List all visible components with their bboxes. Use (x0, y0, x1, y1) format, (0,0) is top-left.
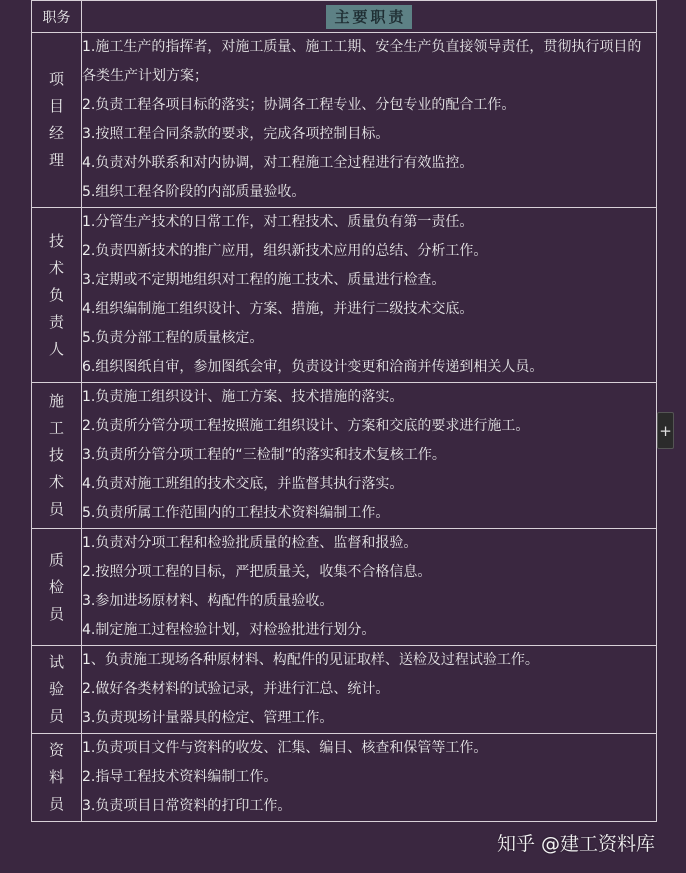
duty-item: 3.负责项目日常资料的打印工作。 (82, 798, 292, 814)
duty-item: 2.负责所分管分项工程按照施工组织设计、方案和交底的要求进行施工。 (82, 418, 530, 434)
duty-item: 2.负责四新技术的推广应用，组织新技术应用的总结、分析工作。 (82, 243, 488, 259)
table-row (32, 33, 657, 208)
duties-cell (82, 734, 657, 822)
duty-item: 3.参加进场原材料、构配件的质量验收。 (82, 593, 334, 609)
table-row (32, 734, 657, 822)
table-row (32, 646, 657, 734)
role-label: 项目经理 (48, 70, 64, 169)
role-cell (32, 646, 82, 734)
plus-icon: + (659, 422, 672, 440)
role-cell (32, 529, 82, 646)
role-cell (32, 734, 82, 822)
duty-item: 5.组织工程各阶段的内部质量验收。 (82, 184, 306, 200)
duty-item: 1.施工生产的指挥者，对施工质量、施工工期、安全生产负直接领导责任，贯彻执行项目的各类生产计划方案； (82, 39, 642, 84)
role-cell (32, 33, 82, 208)
table-header-row (32, 1, 657, 33)
role-label: 质检员 (48, 550, 64, 623)
duty-item: 1、负责施工现场各种原材料、构配件的见证取样、送检及过程试验工作。 (82, 652, 539, 668)
duty-item: 2.负责工程各项目标的落实；协调各工程专业、分包专业的配合工作。 (82, 97, 516, 113)
duty-item: 5.负责所属工作范围内的工程技术资料编制工作。 (82, 505, 390, 521)
header-role-cell: 职务 (32, 1, 82, 33)
role-cell (32, 208, 82, 383)
table-row (32, 383, 657, 529)
header-main-label: 主要职责 (326, 5, 411, 29)
duty-item: 3.定期或不定期地组织对工程的施工技术、质量进行检查。 (82, 272, 446, 288)
duties-table (31, 0, 657, 822)
duty-item: 3.负责现场计量器具的检定、管理工作。 (82, 710, 334, 726)
duty-item: 2.指导工程技术资料编制工作。 (82, 769, 278, 785)
duties-cell (82, 33, 657, 208)
duties-cell (82, 646, 657, 734)
duty-item: 4.负责对外联系和对内协调，对工程施工全过程进行有效监控。 (82, 155, 474, 171)
role-label: 施工技术员 (48, 392, 64, 518)
duty-item: 4.组织编制施工组织设计、方案、措施，并进行二级技术交底。 (82, 301, 474, 317)
duty-item: 3.按照工程合同条款的要求，完成各项控制目标。 (82, 126, 390, 142)
duties-cell (82, 383, 657, 529)
role-label: 试验员 (48, 653, 64, 725)
table-row (32, 529, 657, 646)
duty-item: 4.负责对施工班组的技术交底，并监督其执行落实。 (82, 476, 404, 492)
duties-cell (82, 208, 657, 383)
duty-item: 1.负责项目文件与资料的收发、汇集、编目、核查和保管等工作。 (82, 740, 488, 756)
duty-item: 4.制定施工过程检验计划，对检验批进行划分。 (82, 622, 376, 638)
expand-panel-button[interactable] (657, 412, 674, 449)
duty-item: 1.分管生产技术的日常工作，对工程技术、质量负有第一责任。 (82, 214, 474, 230)
duty-item: 1.负责施工组织设计、施工方案、技术措施的落实。 (82, 389, 404, 405)
duty-item: 5.负责分部工程的质量核定。 (82, 330, 264, 346)
watermark: 知乎 @建工资料库 (497, 833, 656, 855)
duty-item: 2.做好各类材料的试验记录，并进行汇总、统计。 (82, 681, 390, 697)
role-cell (32, 383, 82, 529)
header-main-cell (82, 1, 657, 33)
duty-item: 3.负责所分管分项工程的“三检制”的落实和技术复核工作。 (82, 447, 446, 463)
duty-item: 2.按照分项工程的目标，严把质量关，收集不合格信息。 (82, 564, 432, 580)
duty-item: 1.负责对分项工程和检验批质量的检查、监督和报验。 (82, 535, 418, 551)
role-label: 技术负责人 (48, 231, 64, 358)
duties-cell (82, 529, 657, 646)
role-label: 资料员 (48, 741, 64, 813)
duty-item: 6.组织图纸自审，参加图纸会审，负责设计变更和洽商并传递到相关人员。 (82, 359, 544, 375)
table-row (32, 208, 657, 383)
